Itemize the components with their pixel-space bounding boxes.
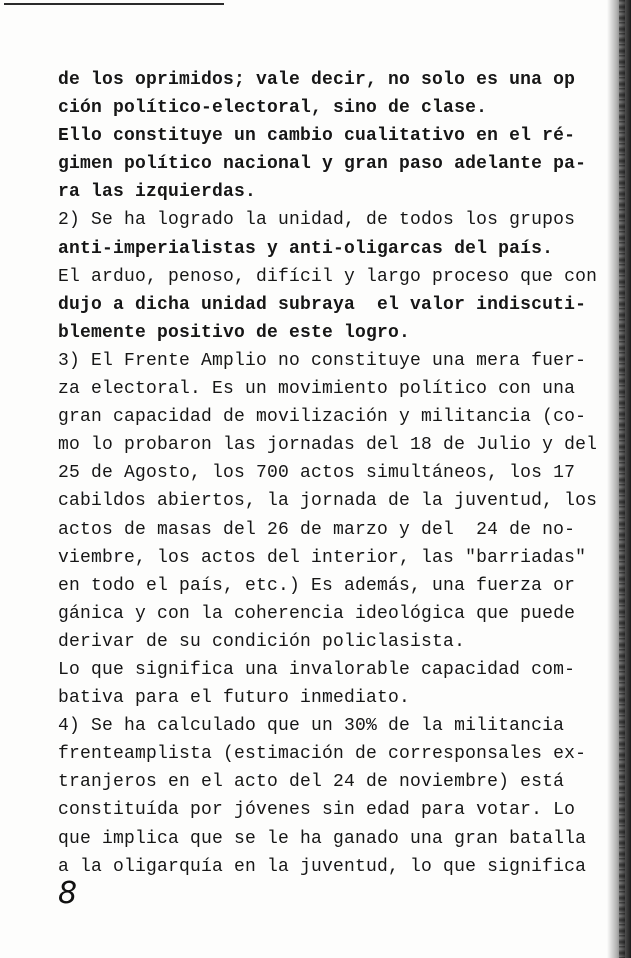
text-line: constituída por jóvenes sin edad para votar. Lo [58,800,576,821]
text-line: bativa para el futuro inmediato. [58,688,411,709]
text-line: en todo el país, etc.) Es además, una fuerza or [58,575,576,596]
text-line: gimen político nacional y gran paso adelante pa- [58,154,587,175]
text-line: de los oprimidos; vale decir, no solo es una op [58,70,576,90]
body-text [58,66,603,881]
text-line: que implica que se le ha ganado una gran batalla [58,828,587,849]
text-line: 2) Se ha logrado la unidad, de todos los grupos [58,210,576,231]
text-line: frenteamplista (estimación de corresponsales ex- [58,744,587,765]
text-line: actos de masas del 26 de marzo y del 24 de no- [58,519,576,540]
text-line: derivar de su condición policlasista. [58,631,466,652]
text-line: blemente positivo de este logro. [58,322,411,343]
top-rule [4,3,224,5]
text-line: tranjeros en el acto del 24 de noviembre) está [58,772,565,793]
text-line: anti-imperialistas y anti-oligarcas del país. [58,238,554,259]
page-number: 8 [58,876,78,911]
text-line: 25 de Agosto, los 700 actos simultáneos, los 17 [58,463,576,484]
text-line: za electoral. Es un movimiento político con una [58,379,576,400]
text-line: 3) El Frente Amplio no constituye una mera fuer- [58,350,587,371]
text-line: gánica y con la coherencia ideológica que puede [58,603,576,624]
text-line: El arduo, penoso, difícil y largo proceso que con [58,266,598,287]
text-line: dujo a dicha unidad subraya el valor indiscuti- [58,294,587,315]
text-line: ra las izquierdas. [58,182,257,203]
text-line: cabildos abiertos, la jornada de la juventud, los [58,491,598,512]
text-line: 4) Se ha calculado que un 30% de la militancia [58,716,565,737]
text-line: a la oligarquía en la juventud, lo que significa [58,856,587,877]
text-line: mo lo probaron las jornadas del 18 de Julio y del [58,435,598,456]
text-line: Lo que significa una invalorable capacidad com- [58,659,576,680]
text-line: ción político-electoral, sino de clase. [58,98,488,119]
scan-edge-noise [619,0,625,958]
text-line: Ello constituye un cambio cualitativo en el ré- [58,126,576,147]
text-line: viembre, los actos del interior, las "barriadas" [58,547,587,568]
text-line: gran capacidad de movilización y militancia (co- [58,407,587,428]
